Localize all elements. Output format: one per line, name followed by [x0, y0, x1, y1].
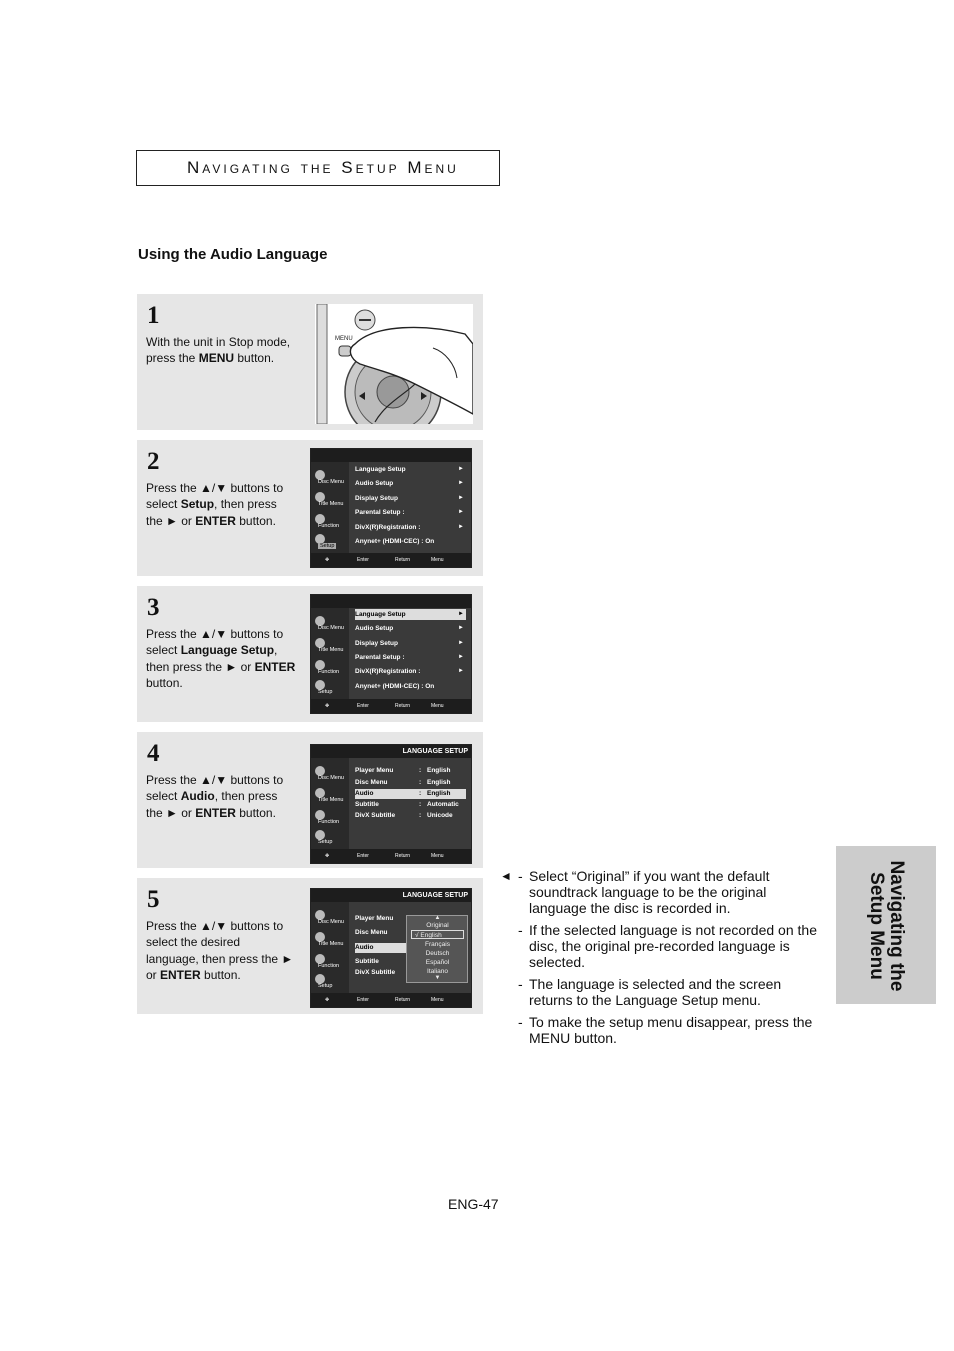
sidebar-item-disc-menu[interactable]: Disc Menu [313, 614, 349, 634]
menu-item-language-setup[interactable]: Language Setup ► [355, 611, 464, 618]
header-title: Navigating the Setup Menu [187, 158, 459, 177]
step-text: Press the ▲/▼ buttons to select Audio, then press the ► or ENTER button. [146, 773, 284, 820]
step-5 [137, 878, 483, 1014]
language-row-audio[interactable]: Audio : English [355, 789, 466, 799]
svg-text:MENU: MENU [335, 336, 353, 342]
sidebar-item-setup[interactable]: Setup [313, 678, 349, 698]
language-setup-list [351, 758, 469, 849]
menu-item-audio-setup[interactable]: Audio Setup ► [355, 480, 464, 487]
note-item: - The language is selected and the screen returns to the Language Setup menu. [518, 976, 782, 1008]
language-row-subtitle[interactable]: Subtitle [355, 958, 379, 965]
check-icon: √ [415, 932, 421, 939]
step-2 [137, 440, 483, 576]
language-setup-screen [310, 744, 472, 864]
menu-item-anynet[interactable]: Anynet+ (HDMI-CEC) : On [355, 683, 435, 690]
sidebar-item-function[interactable]: Function [313, 808, 349, 828]
notes-list [500, 868, 820, 1052]
sidebar-item-function[interactable]: Function [313, 658, 349, 678]
menu-item-divx-registration[interactable]: DivX(R)Registration : ► [355, 668, 464, 675]
menu-item-audio-setup[interactable]: Audio Setup ► [355, 625, 464, 632]
screen-sidebar [311, 758, 349, 849]
chapter-side-tab-label: Navigating the Setup Menu [866, 860, 907, 992]
language-option-italiano[interactable]: Italiano [427, 968, 448, 975]
note-item: ◄ - Select “Original” if you want the default soundtrack language to be the original language the disc is recorded in. [500, 868, 770, 916]
sidebar-item-title-menu[interactable]: Title Menu [313, 636, 349, 656]
step-number: 2 [147, 448, 160, 475]
step-number: 3 [147, 594, 160, 621]
header-box [136, 150, 500, 186]
sidebar-item-disc-menu[interactable]: Disc Menu [313, 764, 349, 784]
language-options-popup [406, 915, 468, 983]
language-row-divx-subtitle[interactable]: DivX Subtitle [355, 969, 396, 976]
language-row-divx-subtitle[interactable]: DivX Subtitle : Unicode [355, 812, 453, 819]
scroll-down-icon[interactable]: ▼ [434, 975, 441, 981]
note-item: - To make the setup menu disappear, press the MENU button. [518, 1014, 813, 1046]
step-number: 1 [147, 302, 160, 329]
step-text: Press the ▲/▼ buttons to select Language Setup, then press the ► or ENTER button. [146, 627, 296, 690]
arrow-left-icon: ◄ [500, 869, 512, 883]
step-text: With the unit in Stop mode, press the MENU button. [146, 335, 291, 366]
language-row-disc-menu[interactable]: Disc Menu : English [355, 779, 451, 786]
sidebar-item-setup[interactable]: Setup [313, 532, 349, 552]
sidebar-item-setup[interactable]: Setup [313, 828, 349, 848]
language-popup-screen [310, 888, 472, 1008]
sidebar-item-title-menu[interactable]: Title Menu [313, 930, 349, 950]
screen-footer: ✥ Enter Return Menu [311, 553, 471, 567]
screen-footer: ✥ Enter Return Menu [311, 699, 471, 713]
section-title: Using the Audio Language [138, 246, 328, 263]
step-number: 4 [147, 740, 160, 767]
menu-item-display-setup[interactable]: Display Setup ► [355, 495, 464, 502]
menu-item-parental-setup[interactable]: Parental Setup : ► [355, 509, 464, 516]
setup-menu-list [351, 608, 469, 699]
screen-title-bar [311, 449, 471, 462]
language-option-francais[interactable]: Français [425, 941, 450, 948]
language-option-espanol[interactable]: Español [425, 959, 450, 966]
language-row-disc-menu[interactable]: Disc Menu [355, 929, 388, 936]
step-text: Press the ▲/▼ buttons to select the desired language, then press the ► or ENTER button. [146, 919, 294, 982]
setup-menu-screen [310, 594, 472, 714]
menu-item-anynet[interactable]: Anynet+ (HDMI-CEC) : On [355, 538, 435, 545]
nav-icon: ✥ [325, 557, 330, 563]
language-row-player-menu[interactable]: Player Menu [355, 915, 394, 922]
language-option-original[interactable]: Original [426, 922, 449, 929]
nav-icon: ✥ [325, 703, 330, 709]
language-row-audio[interactable]: Audio [355, 943, 414, 953]
setup-menu-list [351, 462, 469, 553]
screen-footer: ✥ Enter Return Menu [311, 849, 471, 863]
sidebar-item-function[interactable]: Function [313, 512, 349, 532]
sidebar-item-disc-menu[interactable]: Disc Menu [313, 468, 349, 488]
setup-menu-screen [310, 448, 472, 568]
sidebar-item-title-menu[interactable]: Title Menu [313, 490, 349, 510]
note-item: - If the selected language is not recorded on the disc, the original pre-recorded language is selected. [518, 922, 817, 970]
language-row-player-menu[interactable]: Player Menu : English [355, 767, 451, 774]
nav-icon: ✥ [325, 853, 330, 859]
screen-title-bar: LANGUAGE SETUP [311, 745, 471, 758]
scroll-up-icon[interactable]: ▲ [434, 915, 441, 921]
language-option-deutsch[interactable]: Deutsch [425, 950, 450, 957]
screen-title-bar: LANGUAGE SETUP [311, 889, 471, 902]
sidebar-item-title-menu[interactable]: Title Menu [313, 786, 349, 806]
language-option-english[interactable]: √ English [411, 930, 464, 939]
step-text: Press the ▲/▼ buttons to select Setup, then press the ► or ENTER button. [146, 481, 284, 528]
menu-item-divx-registration[interactable]: DivX(R)Registration : ► [355, 524, 464, 531]
screen-sidebar [311, 902, 349, 993]
sidebar-item-setup[interactable]: Setup [313, 972, 349, 992]
step-number: 5 [147, 886, 160, 913]
remote-hand-icon [315, 304, 473, 424]
step-3 [137, 586, 483, 722]
menu-item-display-setup[interactable]: Display Setup ► [355, 640, 464, 647]
screen-sidebar [311, 608, 349, 699]
nav-icon: ✥ [325, 997, 330, 1003]
step-1 [137, 294, 483, 430]
menu-item-parental-setup[interactable]: Parental Setup : ► [355, 654, 464, 661]
language-row-subtitle[interactable]: Subtitle : Automatic [355, 801, 459, 808]
screen-sidebar [311, 462, 349, 553]
screen-title-bar [311, 595, 471, 608]
remote-illustration [315, 304, 473, 424]
screen-footer: ✥ Enter Return Menu [311, 993, 471, 1007]
sidebar-item-function[interactable]: Function [313, 952, 349, 972]
step-4 [137, 732, 483, 868]
chapter-side-tab [836, 846, 936, 1004]
page-number: ENG-47 [448, 1196, 499, 1212]
menu-item-language-setup[interactable]: Language Setup ► [355, 466, 464, 473]
sidebar-item-disc-menu[interactable]: Disc Menu [313, 908, 349, 928]
